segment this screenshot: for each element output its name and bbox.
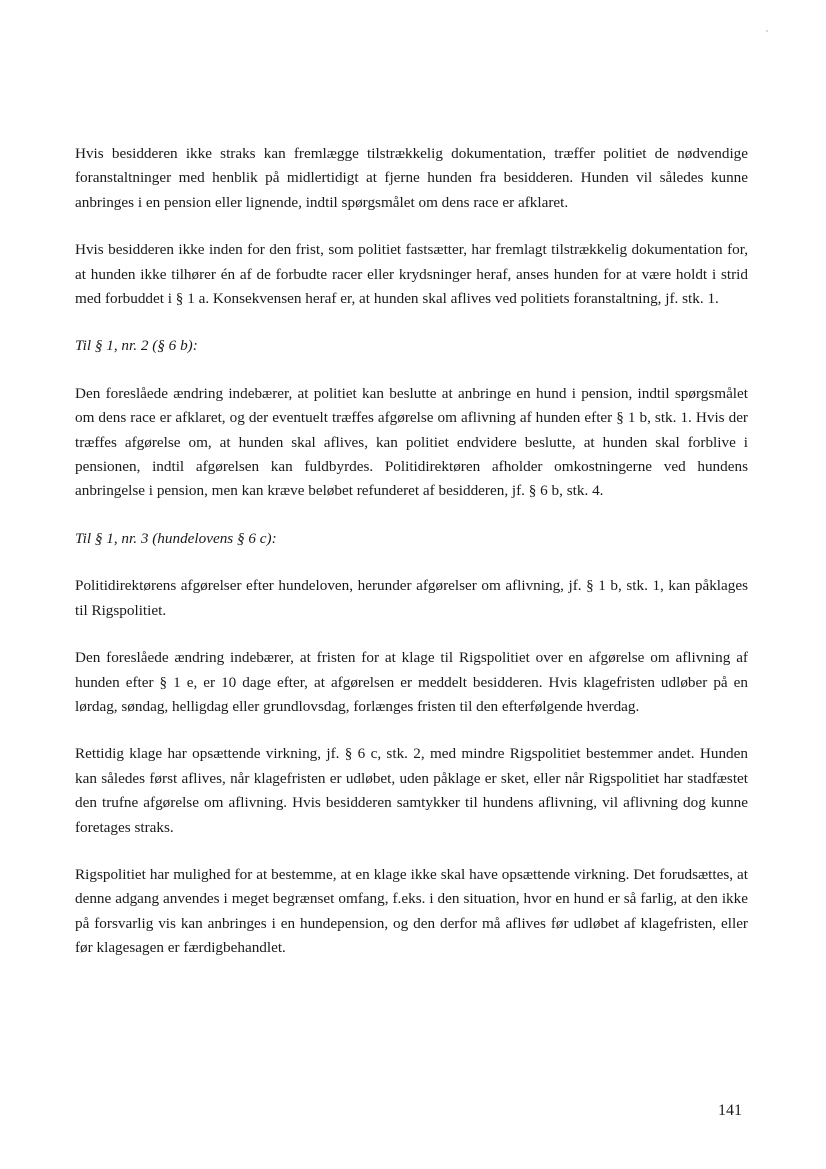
paragraph-2: Hvis besidderen ikke inden for den frist, som politiet fastsætter, har fremlagt tilstrækkelig dokumentation for, at hunden ikke tilhører én af de forbudte racer eller krydsninger heraf, anses hunden for at være holdt i strid med forbuddet i § 1 a. Konsekvensen heraf er, at hunden skal aflives ved politiets foranstaltning, jf. stk. 1. xyxy=(75,241,748,308)
section-heading-6b: Til § 1, nr. 2 (§ 6 b): xyxy=(75,337,198,355)
spacer xyxy=(75,551,748,574)
spacer xyxy=(75,311,748,334)
page-body xyxy=(75,142,748,961)
spacer xyxy=(75,719,748,742)
paragraph-1: Hvis besidderen ikke straks kan fremlægge tilstrækkelig dokumentation, træffer politiet de nødvendige foranstaltninger med henblik på midlertidigt at fjerne hunden fra besidderen. Hunden vil således kunne anbringes i en pension eller lignende, indtil spørgsmålet om dens race er afklaret. xyxy=(75,145,748,211)
spacer xyxy=(75,359,748,382)
paragraph-4: Politidirektørens afgørelser efter hundeloven, herunder afgørelser om aflivning, jf. § 1 b, stk. 1, kan påklages til Rigspolitiet. xyxy=(75,577,748,619)
scan-speck xyxy=(766,30,768,32)
paragraph-6: Rettidig klage har opsættende virkning, jf. § 6 c, stk. 2, med mindre Rigspolitiet bestemmer andet. Hunden kan således først aflives, når klagefristen er udløbet, uden påklage er sket, eller når Rigspolitiet har stadfæstet den trufne afgørelse om aflivning. Hvis besidderen samtykker til hundens aflivning, vil aflivning dog kunne foretages straks. xyxy=(75,745,748,836)
section-heading-6c: Til § 1, nr. 3 (hundelovens § 6 c): xyxy=(75,529,277,547)
spacer xyxy=(75,840,748,863)
spacer xyxy=(75,623,748,646)
spacer xyxy=(75,215,748,238)
spacer xyxy=(75,504,748,527)
paragraph-5: Den foreslåede ændring indebærer, at fristen for at klage til Rigspolitiet over en afgørelse om aflivning af hunden efter § 1 e, er 10 dage efter, at afgørelsen er meddelt besidderen. Hvis klagefristen udløber på en lørdag, søndag, helligdag eller grundlovsdag, forlænges fristen til den efterfølgende hverdag. xyxy=(75,649,748,715)
page-number: 141 xyxy=(718,1102,742,1119)
paragraph-7: Rigspolitiet har mulighed for at bestemme, at en klage ikke skal have opsættende virkning. Det forudsættes, at denne adgang anvendes i meget begrænset omfang, f.eks. i den situation, hvor en hund er så farlig, at den ikke på forsvarlig vis kan anbringes i en hundepension, og den derfor må aflives før udløbet af klagefristen, eller før klagesagen er færdigbehandlet. xyxy=(75,865,748,957)
paragraph-3: Den foreslåede ændring indebærer, at politiet kan beslutte at anbringe en hund i pension, indtil spørgsmålet om dens race er afklaret, og der eventuelt træffes afgørelse om aflivning af hunden efter § 1 b, stk. 1. Hvis der træffes afgørelse om, at hunden skal aflives, kan politiet endvidere beslutte, at hunden skal forblive i pensionen, indtil afgørelsen kan fuldbyrdes. Politidirektøren afholder omkostningerne ved hundens anbringelse i pension, men kan kræve beløbet refunderet af besidderen, jf. § 6 b, stk. 4. xyxy=(75,384,748,500)
